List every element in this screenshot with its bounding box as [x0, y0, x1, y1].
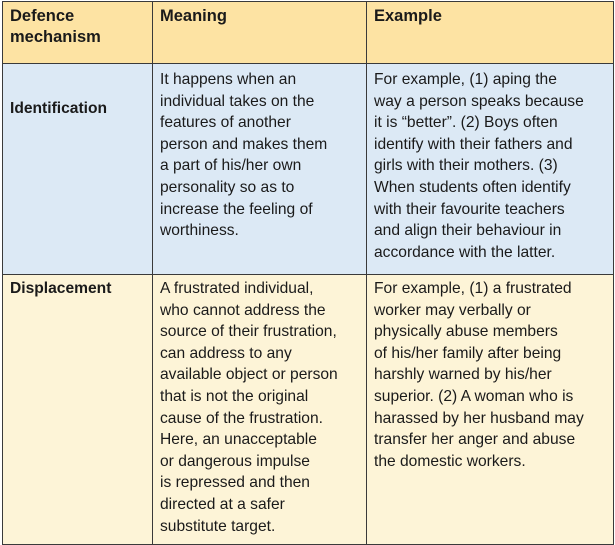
header-defence-mechanism: Defence mechanism	[3, 2, 153, 64]
defence-mechanisms-table	[2, 1, 614, 545]
example-displacement: For example, (1) a frustrated worker may verbally or physically abuse members of his/her family after being harshly warned by his/her superior. (2) A woman who is harassed by her husband may transfer her anger and abuse the domestic workers.	[367, 275, 614, 545]
table-row-identification	[3, 64, 614, 275]
table-row-displacement	[3, 275, 614, 545]
meaning-displacement: A frustrated individual, who cannot address the source of their frustration, can address to any available object or person that is not the original cause of the frustration. Here, an unacceptable or dangerous impulse is repressed and then directed at a safer substitute target.	[153, 275, 367, 545]
header-row	[3, 2, 614, 64]
header-example: Example	[367, 2, 614, 64]
mechanism-name-displacement: Displacement	[3, 275, 153, 545]
example-identification: For example, (1) aping the way a person speaks because it is “better”. (2) Boys often identify with their fathers and girls with their mothers. (3) When students often identify with their favourite teachers and align their behaviour in accordance with the latter.	[367, 64, 614, 275]
header-meaning: Meaning	[153, 2, 367, 64]
mechanism-name-identification: Identification	[3, 64, 153, 275]
meaning-identification: It happens when an individual takes on the features of another person and makes them a part of his/her own personality so as to increase the feeling of worthiness.	[153, 64, 367, 275]
